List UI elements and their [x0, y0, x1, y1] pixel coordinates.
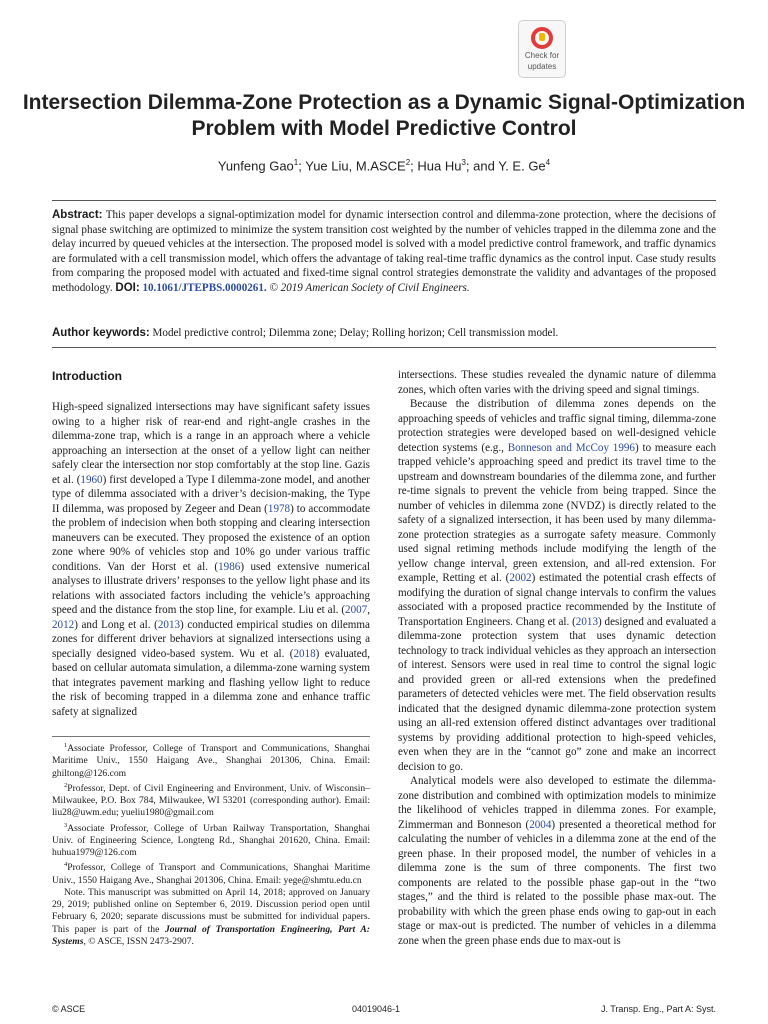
footnote-rule	[52, 736, 370, 737]
affiliation-footnote	[52, 780, 370, 820]
footnote-text: Associate Professor, College of Urban Railway Transportation, Shanghai Univ. of Engineering Science, Longteng Rd., Shanghai 201620, China. Email: huhua1979@126.com	[52, 822, 370, 859]
section-heading-introduction: Introduction	[52, 369, 122, 383]
abstract-label: Abstract:	[52, 209, 103, 221]
intro-paragraph-2	[398, 397, 716, 774]
citation-link[interactable]: 2002	[509, 572, 532, 584]
affiliation-footnote	[52, 820, 370, 860]
paper-title: Intersection Dilemma-Zone Protection as a Dynamic Signal-Optimization Problem with Model Predictive Control	[22, 91, 746, 140]
paragraph-text: ) conducted empirical studies on dilemma zones for different driver behaviors at signalized intersections using a specially designed video-based system. Wu et al. (	[52, 618, 370, 660]
badge-line1: Check for	[524, 51, 560, 60]
citation-link[interactable]: 2018	[293, 647, 316, 660]
citation-link[interactable]: 1960	[80, 473, 103, 486]
intro-paragraph-1	[52, 400, 370, 719]
keywords-label: Author keywords:	[52, 327, 150, 339]
citation-link[interactable]: 1986	[218, 560, 241, 573]
note-issn: , © ASCE, ISSN 2473-2907.	[83, 935, 194, 947]
citation-link[interactable]: 2012	[52, 618, 75, 631]
intro-paragraph-1-continued	[398, 368, 716, 397]
left-column	[52, 368, 370, 719]
paragraph-text: ) presented a theoretical method for calculating the number of vehicles in a dilemma zone at the end of the green phase. In their proposed model, the number of vehicles in a dilemma zone is the sum of three components. The first two components are related to the possible phase gap-out in the “two stages,” and the third is related to the possible phase max-out. The probability with which the green phase ends owing to gap-out in each stage or max-out is predicted. The number of vehicles in a dilemma zone when the green phase ends due to max-out is	[398, 818, 716, 947]
author-name: Yunfeng Gao	[217, 158, 294, 174]
note-text: Note. This manuscript was submitted on April 14, 2018; approved on January 29, 2019; published online on September 6, 2019. Discussion period open until February 6, 2020; separate discussions must be submitted for individual papers. This paper is part of the	[52, 886, 370, 935]
footnote-text: Professor, Dept. of Civil Engineering and Environment, Univ. of Wisconsin–Milwaukee, P.O. Box 784, Milwaukee, WI 53201 (corresponding author). Email: liu28@uwm.edu; yueliu1980@gmail.com	[52, 782, 370, 819]
footnotes	[52, 740, 370, 948]
intro-paragraph-3	[398, 774, 716, 948]
author-affiliation-mark: 2	[405, 158, 411, 167]
paragraph-text: ) first developed a Type I dilemma-zone model, and another type of dilemma associated with a driver’s decision-making, the Type II dilemma, was proposed by Zegeer and Dean (	[52, 473, 370, 515]
footnote-mark: 4	[64, 861, 68, 869]
paragraph-text: ) estimated the potential crash effects of modifying the duration of signal change intervals to confirm the values associated with a proposed practice recommended by the Institute of Transportation Engineers. Chang et al. (	[398, 572, 716, 628]
citation-link[interactable]: 2013	[575, 615, 598, 628]
footer-publisher: © ASCE	[52, 1004, 86, 1014]
citation-link[interactable]: 2013	[157, 618, 181, 631]
abstract-text: This paper develops a signal-optimization model for dynamic intersection control and dilemma-zone protection, where the decisions of signal phase switching are optimized to minimize the system transition cost weighted by the number of vehicles trapped in the dilemma zone and the delay incurred by queued vehicles at the intersection. The proposed model is solved with a model predictive control framework, and traffic dynamics are formulated with a cell transmission model, which offers the advantage of taking real-time traffic dynamics as the control input. Case study results from comparing the proposed model with actuated and fixed-time signal control strategies demonstrate the validity and advantages of the proposed methodology.	[52, 209, 716, 294]
paragraph-text: ) to measure each trapped vehicle’s approaching speed and predict its travel time to the upstream and downstream boundaries of the dilemma zone, and further re-time signals to prevent the vehicle from being trapped. Since the number of vehicles in dilemma zone (NVDZ) is directly related to the safety of a signalized intersection, it has been used by many dilemma-zone protection strategies as a surrogate safety measure. Commonly used signal retiming methods include modifying the length of the yellow change interval, green extension, and all-red extension. For example, Retting et al. (	[398, 441, 716, 584]
author-list: Yunfeng Gao$^1$; Yue Liu, M.ASCE$^2$; Hua Hu$^3$; and Y. E. Ge$^4$	[217, 158, 551, 174]
paragraph-text: ) to accommodate the problem of indecision when both stopping and clearing intersection maneuvers can be executed. They proposed the existence of an option zone where 90% of vehicles stop and 10% go under various traffic conditions. Van der Horst et al. (	[52, 502, 370, 573]
paragraph-text: ) used extensive numerical analyses to illustrate drivers’ responses to the yellow light phase and its relations with associated factors including the vehicle’s approaching speed and the distance from the stop line, for example. Liu et al. (	[52, 560, 370, 616]
author-affiliation-mark: 4	[545, 158, 551, 167]
manuscript-note	[52, 887, 370, 948]
paragraph-text: ) designed and evaluated a dilemma-zone protection system that uses dynamic detection technology to track individual vehicles as they approach an intersection of interest. Sensors were used in real time to control the signal logic and provided green or all-red extensions when the predefined parameters of detected vehicles were met. The field observation results indicated that the designed dynamic dilemma-zone protection system using an all-red extension offered distinct advantages over traditional systems by providing additional protection to high-speed vehicles, even when they are in the “cannot go” zone and make an incorrect decision to go.	[398, 615, 716, 773]
author-name: Hua Hu	[417, 158, 462, 174]
author-name: Yue Liu, M.ASCE	[305, 158, 406, 174]
abstract	[52, 208, 716, 296]
paragraph-text: ) and Long et al. (	[74, 618, 158, 631]
right-column	[398, 368, 716, 948]
keywords-text: Model predictive control; Dilemma zone; Delay; Rolling horizon; Cell transmission model.	[152, 327, 559, 339]
paragraph-text: High-speed signalized intersections may have significant safety issues owing to a higher risk of rear-end and right-angle crashes in the dilemma-zone trap, which is a range in an approach where a vehicle approaching an intersection at the onset of a yellow light can neither safely clear the intersection nor stop comfortably at the stop line. Gazis et al. (	[52, 401, 370, 486]
affiliation-footnote	[52, 859, 370, 887]
footnote-text: Associate Professor, College of Transport and Communications, Shanghai Maritime Univ., 1550 Haigang Ave., Shanghai 201306, China. Email: ghiltong@126.com	[52, 743, 370, 779]
author-keywords	[52, 326, 716, 341]
check-for-updates-badge[interactable]	[518, 20, 566, 78]
copyright-notice: © 2019 American Society of Civil Engineers.	[269, 281, 470, 294]
abstract-top-rule	[52, 200, 716, 201]
paragraph-text: ) evaluated, based on cellular automata simulation, a dilemma-zone warning system that integrates pavement marking and flashing yellow light to reduce the risk of becoming trapped in a dilemma zone and enhance traffic safety at signalized	[52, 647, 370, 718]
paragraph-text: intersections. These studies revealed the dynamic nature of dilemma zones, which often varies with the driving speed and signal timings.	[398, 369, 716, 396]
paragraph-text: ,	[367, 604, 370, 616]
badge-line2: updates	[527, 62, 557, 71]
author-name: and Y. E. Ge	[473, 158, 546, 174]
doi-label: DOI:	[115, 281, 140, 294]
footer-article-number: 04019046-1	[352, 1004, 401, 1014]
footnote-mark: 3	[64, 821, 68, 829]
footnote-mark: 2	[64, 781, 68, 789]
paragraph-text: Because the distribution of dilemma zones depends on the approaching speeds of vehicles and traffic signal timing, dilemma-zone protection strategies were developed based on well-designed vehicle detection systems (e.g.,	[398, 398, 716, 454]
footer-journal: J. Transp. Eng., Part A: Syst.	[600, 1004, 716, 1014]
doi-link[interactable]: 10.1061/JTEPBS.0000261.	[142, 281, 267, 294]
citation-link[interactable]: 2004	[529, 818, 552, 831]
citation-link[interactable]: 2007	[345, 604, 368, 616]
keywords-bottom-rule	[52, 347, 716, 348]
footnote-mark: 1	[64, 742, 68, 749]
author-affiliation-mark: 3	[461, 158, 466, 167]
footnote-text: Professor, College of Transport and Communications, Shanghai Maritime Univ., 1550 Haigang Ave., Shanghai 201306, China. Email: yege@shmtu.edu.cn	[52, 862, 370, 886]
author-affiliation-mark: 1	[293, 158, 299, 167]
citation-link[interactable]: Bonneson and McCoy 1996	[507, 441, 635, 454]
affiliation-footnote	[52, 740, 370, 780]
paragraph-text: Analytical models were also developed to estimate the dilemma-zone distribution and combined with optimization models to minimize the likelihood of vehicles trapped in dilemma zones. For example, Zimmerman and Bonneson (	[398, 775, 716, 831]
citation-link[interactable]: 1978	[267, 502, 291, 515]
note-journal-name: Journal of Transportation Engineering, Part A: Systems	[52, 923, 370, 947]
check-updates-icon	[531, 27, 553, 49]
